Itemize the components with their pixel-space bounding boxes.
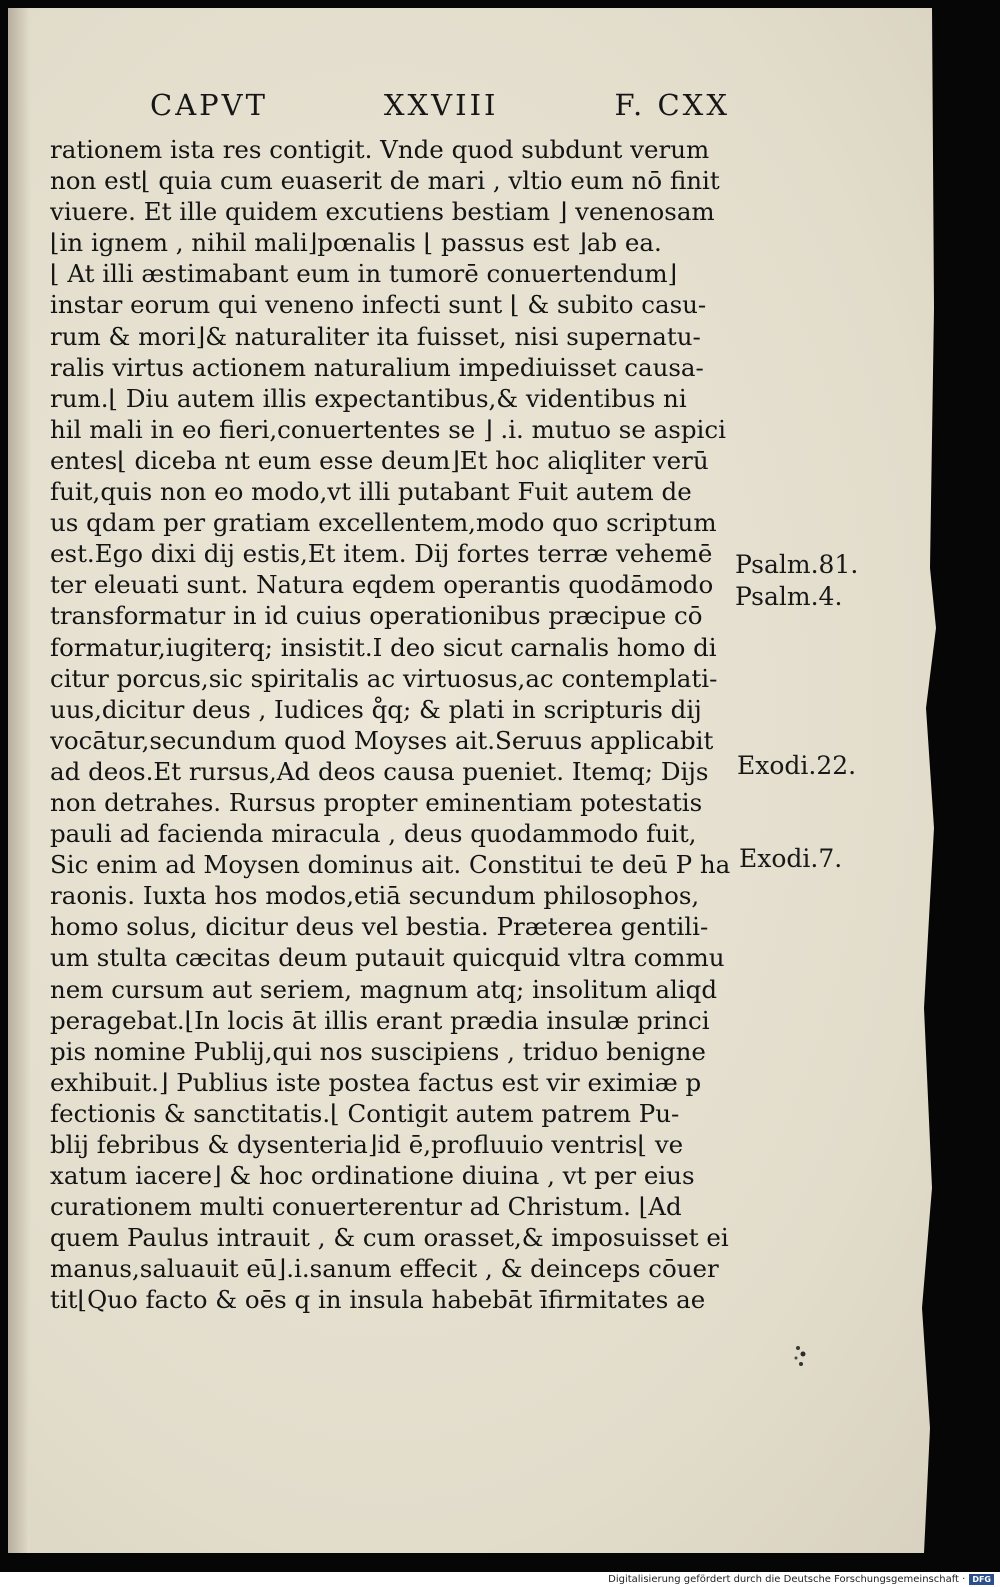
- marginal-note: Exodi.7.: [739, 844, 843, 873]
- marginal-note: Psalm.81.: [735, 550, 859, 579]
- torn-edge: [918, 8, 948, 1553]
- text-line: pis nomine Publij,qui nos suscipiens , triduo benigne: [50, 1036, 706, 1066]
- text-line: homo solus, dicitur deus vel bestia. Præterea gentili-: [50, 912, 709, 942]
- text-line: uus,dicitur deus , Iudices q̊q; & plati in scripturis dij: [50, 694, 702, 724]
- text-line: instar eorum qui veneno infecti sunt ⌊ & subito casu-: [50, 290, 707, 320]
- text-line: fuit,quis non eo modo,vt illi putabant Fuit autem de: [50, 477, 692, 507]
- text-line: us qdam per gratiam excellentem,modo quo scriptum: [50, 508, 717, 538]
- text-line: ⌊ At illi æstimabant eum in tumorē conuertendum⌋: [50, 259, 678, 289]
- text-line: viuere. Et ille quidem excutiens bestiam ⌋ venenosam: [50, 197, 715, 227]
- text-line: vocātur,secundum quod Moyses ait.Seruus applicabit: [50, 725, 714, 755]
- text-line: formatur,iugiterq; insistit.I deo sicut carnalis homo di: [50, 632, 717, 662]
- digitization-footer: [0, 1572, 1000, 1587]
- text-line: rationem ista res contigit. Vnde quod subdunt verum: [50, 135, 710, 164]
- text-line: citur porcus,sic spiritalis ac virtuosus,ac contemplati-: [50, 663, 718, 693]
- text-line: Sic enim ad Moysen dominus ait. Constitui te deū P ha: [50, 850, 731, 880]
- text-line: non detrahes. Rursus propter eminentiam potestatis: [50, 787, 703, 817]
- text-line: xatum iacere⌋ & hoc ordinatione diuina , vt per eius: [50, 1161, 695, 1191]
- header-chapter-number: XXVIII: [383, 88, 499, 122]
- text-line: nem cursum aut seriem, magnum atq; insolitum aliqd: [50, 974, 718, 1004]
- text-line: fectionis & sanctitatis.⌊ Contigit autem patrem Pu-: [50, 1098, 680, 1128]
- text-line: blij febribus & dysenteria⌋id ē,profluuio ventris⌊ ve: [50, 1130, 684, 1159]
- text-line: ter eleuati sunt. Natura eqdem operantis quodāmodo: [50, 570, 714, 600]
- body-text: [50, 134, 740, 1316]
- text-line: entes⌊ diceba nt eum esse deum⌋Et hoc aliqliter verū: [50, 445, 709, 475]
- text-line: raonis. Iuxta hos modos,etiā secundum philosophos,: [50, 881, 700, 911]
- ink-speck: [790, 1342, 812, 1372]
- text-line: exhibuit.⌋ Publius iste postea factus est vir eximiæ p: [50, 1067, 702, 1097]
- text-line: ⌊in ignem , nihil mali⌋pœnalis ⌊ passus est ⌋ab ea.: [50, 228, 662, 258]
- header-chapter: CAPVT: [150, 88, 268, 122]
- text-line: non est⌊ quia cum euaserit de mari , vltio eum nō finit: [50, 166, 720, 196]
- text-line: est.Ego dixi dij estis,Et item. Dij fortes terræ vehemē: [50, 539, 713, 569]
- header-folio: F. CXX: [614, 88, 730, 122]
- text-line: rum.⌊ Diu autem illis expectantibus,& videntibus ni: [50, 383, 687, 413]
- running-header: [150, 88, 730, 122]
- text-line: rum & mori⌋& naturaliter ita fuisset, nisi supernatu-: [50, 321, 701, 351]
- text-line: transformatur in id cuius operationibus præcipue cō: [50, 601, 703, 631]
- marginal-note: Exodi.22.: [737, 751, 857, 780]
- text-line: quem Paulus intrauit , & cum orasset,& imposuisset ei: [50, 1223, 729, 1253]
- dfg-logo: DFG: [969, 1574, 994, 1585]
- text-line: manus,saluauit eū⌋.i.sanum effecit , & deinceps cōuer: [50, 1254, 719, 1284]
- text-line: tit⌊Quo facto & oēs q in insula habebāt īfirmitates ae: [50, 1285, 706, 1315]
- text-line: hil mali in eo fieri,conuertentes se ⌋ .i. mutuo se aspici: [50, 414, 726, 444]
- text-line: um stulta cæcitas deum putauit quicquid vltra commu: [50, 943, 725, 973]
- footer-credit: Digitalisierung gefördert durch die Deutsche Forschungsgemeinschaft ·: [608, 1574, 966, 1585]
- page-gutter: [8, 8, 30, 1553]
- text-line: curationem multi conuerterentur ad Christum. ⌊Ad: [50, 1192, 682, 1222]
- text-line: peragebat.⌊In locis āt illis erant prædia insulæ princi: [50, 1005, 710, 1035]
- text-line: ralis virtus actionem naturalium impediuisset causa-: [50, 352, 704, 382]
- text-line: ad deos.Et rursus,Ad deos causa pueniet. Itemq; Dijs: [50, 756, 709, 786]
- marginal-note: Psalm.4.: [735, 582, 843, 611]
- text-line: pauli ad facienda miracula , deus quodammodo fuit,: [50, 819, 697, 849]
